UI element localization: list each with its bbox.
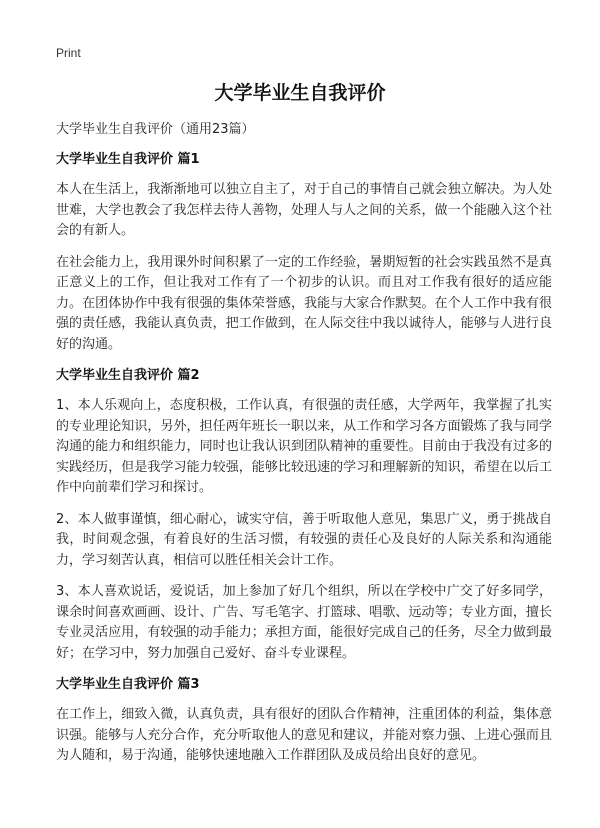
paragraph: 1、本人乐观向上，态度积极，工作认真，有很强的责任感，大学两年，我掌握了扎实的专业理论知识，另外，担任两年班长一职以来，从工作和学习各方面锻炼了我与同学沟通的能力和组织能力，同时也让我认识到团队精神的重要性。目前由于我没有过多的实践经历，但是我学习能力较强，能够比较迅速的学习和理解新的知识，希望在以后工作中向前辈们学习和探讨。 (56, 398, 552, 495)
paragraph: 在社会能力上，我用课外时间积累了一定的工作经验，暑期短暂的社会实践虽然不是真正意义上的工作，但让我对工作有了一个初步的认识。而且对工作我有很好的适应能力。在团体协作中我有很强的集体荣誉感，我能与大家合作默契。在个人工作中我有很强的责任感，我能认真负责，把工作做到，在人际交往中我以诚待人，能够与人进行良好的沟通。 (56, 254, 552, 352)
article-body (56, 120, 552, 778)
page-title: 大学毕业生自我评价 (214, 82, 386, 104)
section-heading: 大学毕业生自我评价 篇2 (56, 368, 200, 383)
print-link[interactable]: Print (56, 46, 81, 60)
section-3 (56, 675, 552, 767)
section-heading: 大学毕业生自我评价 篇1 (56, 152, 200, 167)
paragraph: 在工作上，细致入微，认真负责，具有很好的团队合作精神，注重团体的利益，集体意识强。能够与人充分合作，充分听取他人的意见和建议，并能对察力强、上进心强而且为人随和，易于沟通，能够快速地融入工作群团队及成员给出良好的意见。 (56, 707, 552, 763)
section-heading: 大学毕业生自我评价 篇3 (56, 677, 200, 692)
article-subtitle: 大学毕业生自我评价（通用23篇） (56, 122, 255, 137)
section-2 (56, 366, 552, 664)
paragraph: 本人在生活上，我渐渐地可以独立自主了，对于自己的事情自己就会独立解决。为人处世难，大学也教会了我怎样去待人善物，处理人与人之间的关系，做一个能融入这个社会的有新人。 (56, 182, 552, 238)
paragraph: 2、本人做事谨慎，细心耐心，诚实守信，善于听取他人意见，集思广义，勇于挑战自我，时间观念强，有着良好的生活习惯，有较强的责任心及良好的人际关系和沟通能力，学习刻苦认真，相信可以胜任相关会计工作。 (56, 511, 552, 568)
paragraph: 3、本人喜欢说话，爱说话，加上参加了好几个组织，所以在学校中广交了好多同学，课余时间喜欢画画、设计、广告、写毛笔字、打篮球、唱歌、远动等；专业方面，擅长专业灵活应用，有较强的动手能力；承担方面，能很好完成自己的任务，尽全力做到最好；在学习中，努力加强自己爱好、奋斗专业课程。 (56, 584, 552, 661)
section-1 (56, 150, 552, 355)
